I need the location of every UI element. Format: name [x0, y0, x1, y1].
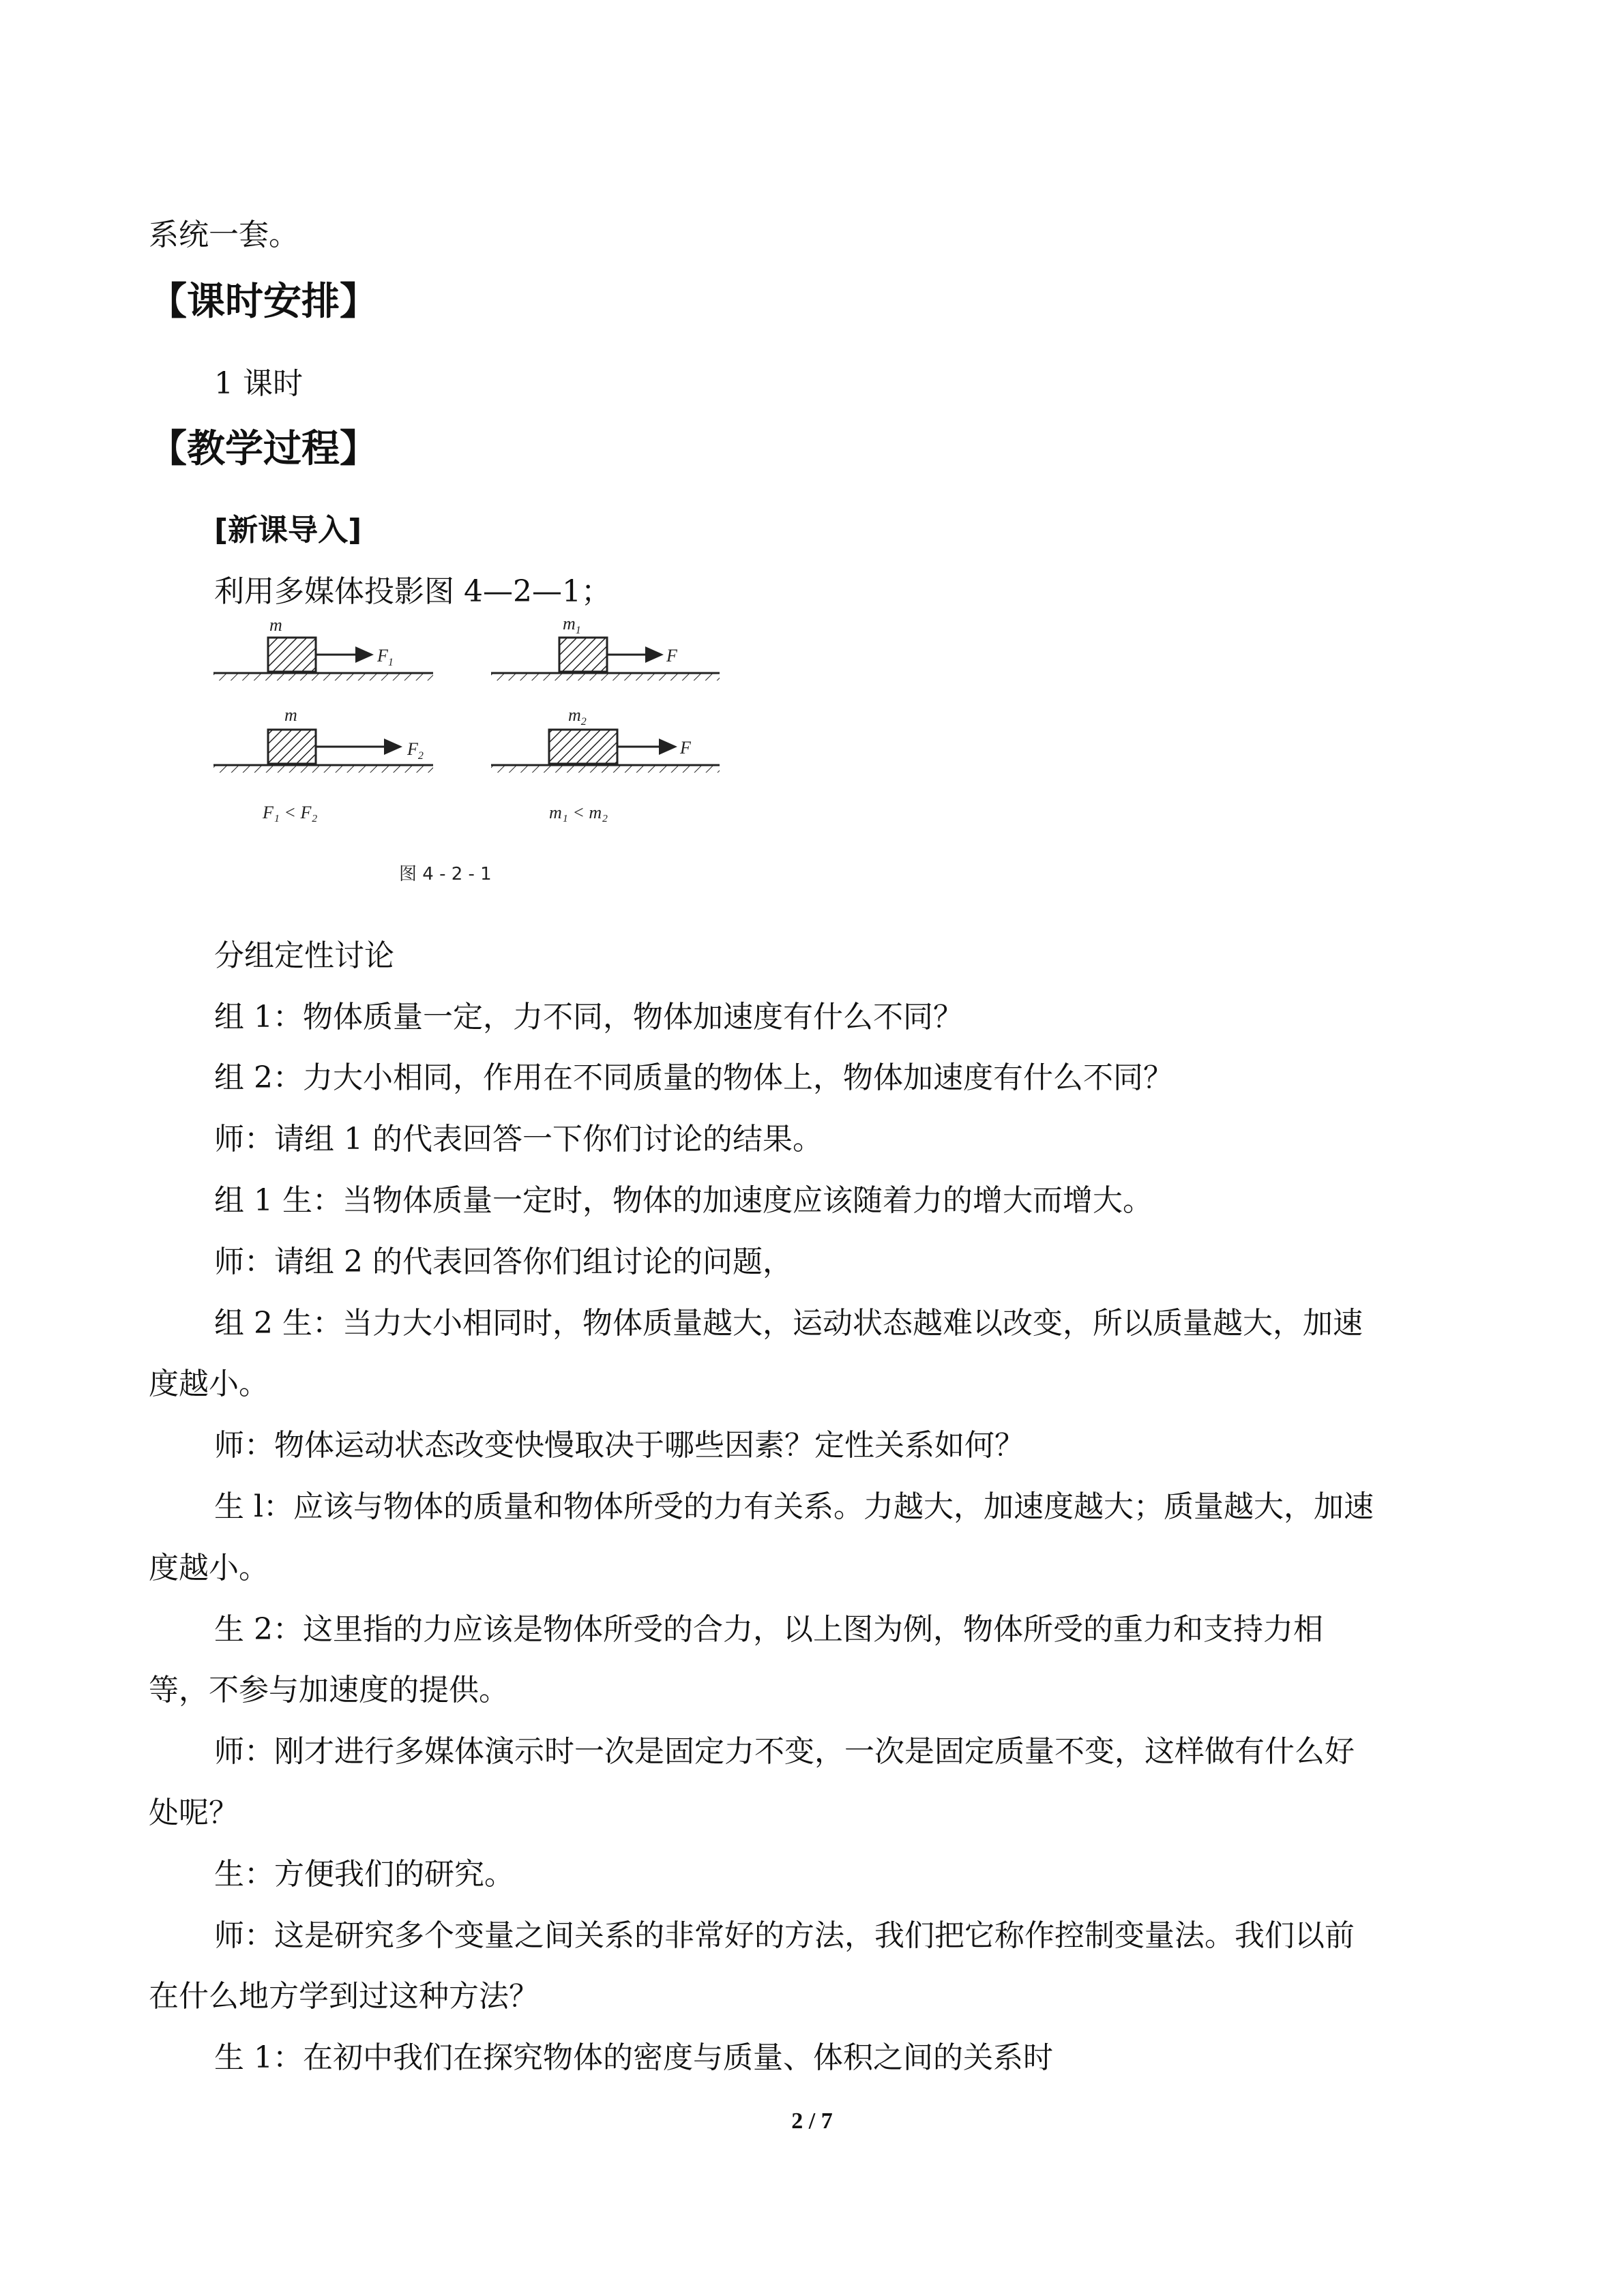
mass-label: $m_1$: [563, 614, 581, 636]
mass-label: m: [284, 705, 297, 725]
text-line: 生：方便我们的研究。: [214, 1857, 514, 1892]
mass-label: $m_2$: [568, 705, 587, 728]
text-line: 师：请组 1 的代表回答一下你们讨论的结果。: [214, 1122, 823, 1157]
text-line: 处呢？: [149, 1795, 239, 1830]
text-line: 度越小。: [149, 1551, 269, 1585]
ground-hatch: [213, 674, 433, 681]
text-line: 利用多媒体投影图 4—2—1；: [214, 574, 611, 609]
text-line: 师：刚才进行多媒体演示时一次是固定力不变，一次是固定质量不变，这样做有什么好: [214, 1734, 1355, 1769]
text-line: 组 1：物体质量一定，力不同，物体加速度有什么不同？: [214, 1000, 963, 1034]
condition-left: F₁ < F₂: [263, 803, 318, 822]
text-line: 组 1 生：当物体质量一定时，物体的加速度应该随着力的增大而增大。: [214, 1183, 1153, 1218]
section-heading: 【课时安排】: [149, 280, 378, 324]
text-line: 师：物体运动状态改变快慢取决于哪些因素？定性关系如何？: [214, 1428, 1024, 1463]
force-label: F: [680, 738, 691, 758]
block: [549, 730, 617, 764]
section-heading: 【教学过程】: [149, 427, 378, 471]
text-line: 在什么地方学到过这种方法？: [149, 1979, 539, 2014]
block: [268, 638, 316, 672]
force-label: $F_1$: [377, 646, 394, 668]
ground-hatch: [491, 674, 720, 681]
text-line: 度越小。: [149, 1367, 269, 1401]
block: [559, 638, 607, 672]
force-label: $F_2$: [407, 739, 424, 762]
text-line: 生 2：这里指的力应该是物体所受的合力，以上图为例，物体所受的重力和支持力相: [214, 1612, 1323, 1647]
condition-right: m₁ < m₂: [549, 803, 608, 822]
subsection-heading: [新课导入]: [214, 513, 362, 548]
mass-label: m: [269, 615, 282, 635]
text-line: 1 课时: [214, 366, 303, 401]
text-line: 师：这是研究多个变量之间关系的非常好的方法，我们把它称作控制变量法。我们以前: [214, 1918, 1355, 1953]
page-number: 2 / 7: [791, 2108, 833, 2134]
text-line: 生 l：应该与物体的质量和物体所受的力有关系。力越大，加速度越大；质量越大，加速: [214, 1489, 1374, 1524]
text-line: 组 2：力大小相同，作用在不同质量的物体上，物体加速度有什么不同？: [214, 1060, 1173, 1095]
figure-force-mass-diagram: [208, 610, 740, 897]
text-line: 系统一套。: [149, 218, 299, 252]
text-line: 分组定性讨论: [214, 938, 394, 973]
ground-hatch: [491, 766, 720, 773]
text-line: 师：请组 2 的代表回答你们组讨论的问题，: [214, 1244, 793, 1279]
text-line: 等，不参与加速度的提供。: [149, 1673, 509, 1708]
figure-caption: 图 4 - 2 - 1: [399, 864, 492, 884]
text-line: 组 2 生：当力大小相同时，物体质量越大，运动状态越难以改变，所以质量越大，加速: [214, 1306, 1363, 1341]
block: [268, 730, 316, 764]
force-label: F: [666, 646, 677, 666]
ground-hatch: [213, 766, 433, 773]
text-line: 生 1：在初中我们在探究物体的密度与质量、体积之间的关系时: [214, 2040, 1053, 2075]
